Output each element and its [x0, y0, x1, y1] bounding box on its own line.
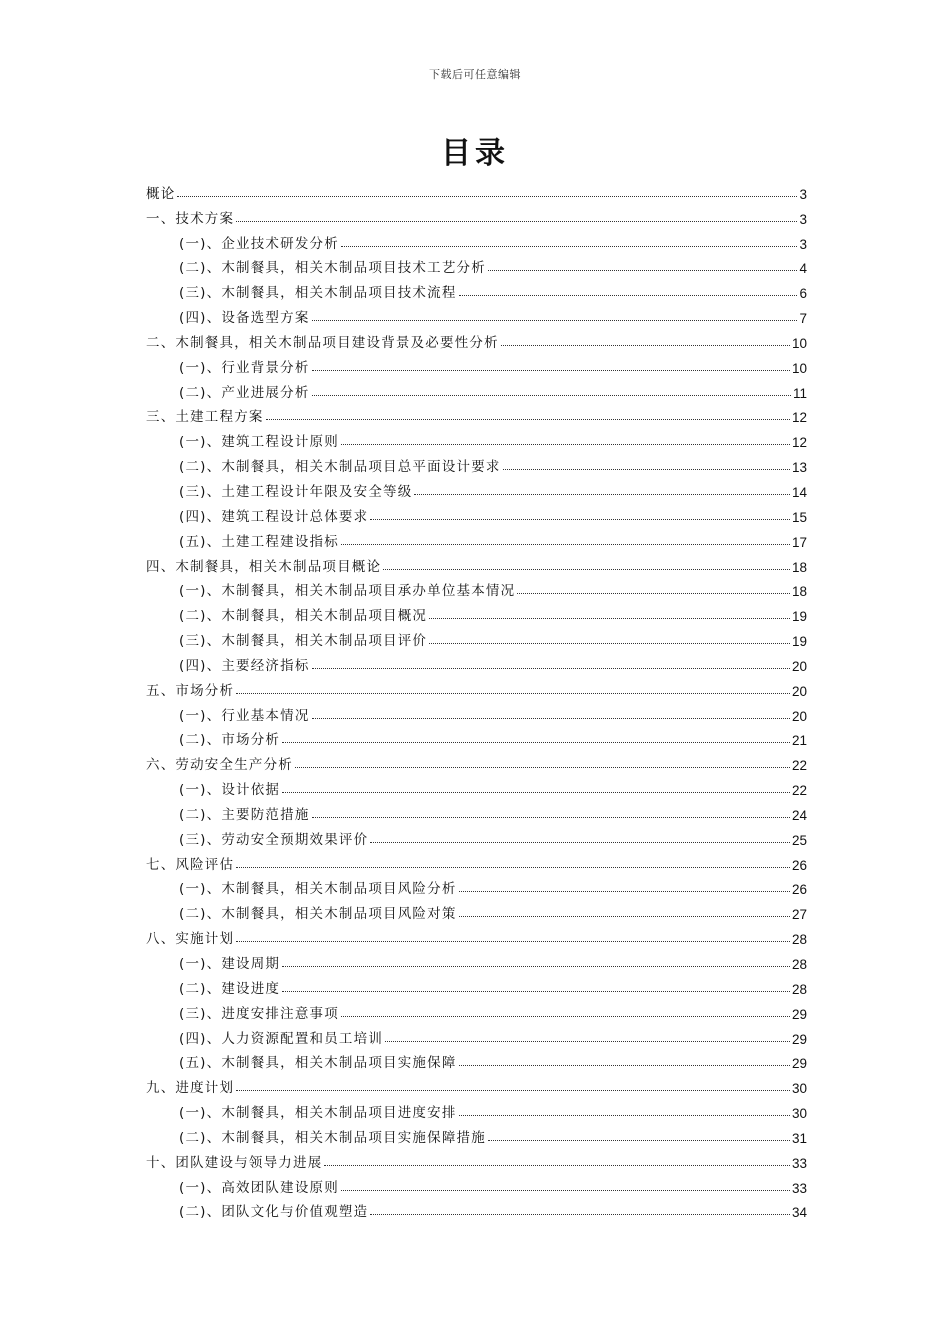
toc-page-number: 3 — [799, 236, 807, 252]
toc-leader-dots — [282, 965, 790, 967]
toc-entry[interactable] — [146, 599, 807, 624]
toc-leader-dots — [282, 990, 790, 992]
page-header: 下载后可任意编辑 — [429, 68, 521, 81]
toc-entry-title: (一)、行业背景分析 — [179, 359, 310, 376]
toc-page-number: 22 — [791, 783, 807, 799]
toc-entry-title: (一)、企业技术研发分析 — [179, 235, 339, 252]
toc-entry-title: 一、技术方案 — [146, 210, 235, 227]
toc-leader-dots — [312, 667, 790, 669]
toc-page-number: 15 — [791, 509, 807, 525]
toc-page-number: 3 — [799, 186, 807, 202]
toc-leader-dots — [370, 518, 790, 520]
table-of-contents — [146, 177, 807, 1220]
toc-page-number: 28 — [791, 981, 807, 997]
toc-entry[interactable] — [146, 947, 807, 972]
toc-entry-title: (二)、木制餐具，相关木制品项目概况 — [179, 608, 428, 625]
toc-entry-title: 九、进度计划 — [146, 1080, 235, 1097]
toc-entry-title: (一)、木制餐具，相关木制品项目进度安排 — [179, 1105, 457, 1122]
toc-page-number: 19 — [791, 609, 807, 625]
toc-entry-title: 概论 — [146, 185, 176, 202]
toc-page-number: 30 — [791, 1081, 807, 1097]
toc-leader-dots — [341, 543, 790, 545]
toc-entry-title: 三、土建工程方案 — [146, 409, 264, 426]
page-title: 目录 — [441, 136, 509, 171]
toc-entry[interactable] — [146, 376, 807, 401]
toc-page-number: 29 — [791, 1006, 807, 1022]
toc-entry[interactable] — [146, 575, 807, 600]
toc-page-number: 18 — [791, 584, 807, 600]
toc-entry-title: 五、市场分析 — [146, 682, 235, 699]
toc-page-number: 18 — [791, 559, 807, 575]
toc-entry[interactable] — [146, 897, 807, 922]
toc-entry-title: (四)、设备选型方案 — [179, 310, 310, 327]
toc-entry[interactable] — [146, 401, 807, 426]
toc-entry[interactable] — [146, 972, 807, 997]
toc-entry-title: (五)、土建工程建设指标 — [179, 533, 339, 550]
toc-leader-dots — [236, 866, 790, 868]
toc-page-number: 28 — [791, 932, 807, 948]
toc-entry-title: (二)、木制餐具，相关木制品项目风险对策 — [179, 906, 457, 923]
toc-page-number: 19 — [791, 634, 807, 650]
toc-leader-dots — [429, 642, 790, 644]
toc-entry-title: (二)、产业进展分析 — [179, 384, 310, 401]
toc-page-number: 7 — [799, 311, 807, 327]
toc-entry[interactable] — [146, 177, 807, 202]
toc-page-number: 24 — [791, 807, 807, 823]
toc-page-number: 26 — [791, 882, 807, 898]
toc-entry-title: (三)、劳动安全预期效果评价 — [179, 831, 369, 848]
toc-entry[interactable] — [146, 1121, 807, 1146]
toc-leader-dots — [312, 319, 798, 321]
toc-entry[interactable] — [146, 624, 807, 649]
toc-entry[interactable] — [146, 873, 807, 898]
toc-page-number: 26 — [791, 857, 807, 873]
toc-page-number: 12 — [791, 435, 807, 451]
toc-page-number: 13 — [791, 460, 807, 476]
toc-entry[interactable] — [146, 1171, 807, 1196]
toc-leader-dots — [177, 195, 797, 197]
toc-entry-title: (二)、木制餐具，相关木制品项目总平面设计要求 — [179, 459, 501, 476]
toc-entry[interactable] — [146, 823, 807, 848]
toc-page-number: 28 — [791, 957, 807, 972]
toc-entry-title: (一)、木制餐具，相关木制品项目风险分析 — [179, 881, 457, 898]
toc-entry[interactable] — [146, 252, 807, 277]
toc-entry-title: 七、风险评估 — [146, 856, 235, 873]
toc-entry-title: (一)、建设周期 — [179, 956, 281, 972]
toc-entry-title: (一)、设计依据 — [179, 782, 281, 799]
toc-entry[interactable] — [146, 773, 807, 798]
toc-leader-dots — [488, 269, 798, 271]
toc-leader-dots — [414, 493, 790, 495]
toc-entry[interactable] — [146, 425, 807, 450]
toc-entry-title: (四)、人力资源配置和员工培训 — [179, 1030, 384, 1047]
toc-entry-title: 二、木制餐具，相关木制品项目建设背景及必要性分析 — [146, 334, 499, 351]
toc-entry-title: 六、劳动安全生产分析 — [146, 757, 293, 774]
toc-entry-title: (二)、主要防范措施 — [179, 806, 310, 823]
toc-entry-title: 八、实施计划 — [146, 931, 235, 948]
toc-entry-title: (五)、木制餐具，相关木制品项目实施保障 — [179, 1055, 457, 1072]
toc-entry-title: (一)、行业基本情况 — [179, 707, 310, 724]
toc-entry[interactable] — [146, 475, 807, 500]
toc-entry-title: (三)、土建工程设计年限及安全等级 — [179, 483, 413, 500]
toc-entry[interactable] — [146, 1022, 807, 1047]
toc-page-number: 6 — [799, 286, 807, 302]
toc-page-number: 10 — [791, 335, 807, 351]
toc-leader-dots — [503, 468, 790, 470]
toc-entry[interactable] — [146, 550, 807, 575]
toc-entry[interactable] — [146, 724, 807, 749]
toc-page-number: 20 — [791, 708, 807, 724]
toc-leader-dots — [236, 220, 797, 222]
toc-leader-dots — [459, 1114, 790, 1116]
toc-entry-title: (二)、木制餐具，相关木制品项目实施保障措施 — [179, 1129, 486, 1146]
toc-page-number: 4 — [799, 261, 807, 277]
toc-page-number: 25 — [791, 832, 807, 848]
toc-leader-dots — [459, 294, 798, 296]
toc-page-number: 20 — [791, 658, 807, 674]
toc-entry[interactable] — [146, 301, 807, 326]
toc-entry-title: (三)、木制餐具，相关木制品项目技术流程 — [179, 285, 457, 302]
toc-leader-dots — [370, 1213, 790, 1215]
toc-leader-dots — [341, 1189, 790, 1191]
toc-entry[interactable] — [146, 699, 807, 724]
toc-leader-dots — [459, 1064, 790, 1066]
toc-entry-title: (三)、进度安排注意事项 — [179, 1005, 339, 1022]
toc-entry-title: (一)、高效团队建设原则 — [179, 1179, 339, 1196]
toc-entry-title: (二)、建设进度 — [179, 980, 281, 997]
toc-entry-title: (四)、主要经济指标 — [179, 657, 310, 674]
toc-leader-dots — [236, 940, 790, 942]
toc-leader-dots — [236, 692, 790, 694]
toc-entry[interactable] — [146, 1071, 807, 1096]
toc-leader-dots — [312, 717, 790, 719]
toc-entry[interactable] — [146, 1047, 807, 1072]
toc-leader-dots — [312, 394, 791, 396]
toc-entry[interactable] — [146, 1146, 807, 1171]
toc-entry-title: 十、团队建设与领导力进展 — [146, 1154, 323, 1171]
toc-page-number: 27 — [791, 907, 807, 923]
toc-page-number: 3 — [799, 211, 807, 227]
toc-leader-dots — [370, 841, 790, 843]
toc-leader-dots — [236, 1089, 790, 1091]
toc-leader-dots — [282, 791, 790, 793]
toc-entry[interactable] — [146, 848, 807, 873]
toc-entry[interactable] — [146, 748, 807, 773]
toc-page-number: 11 — [792, 385, 807, 401]
toc-entry[interactable] — [146, 674, 807, 699]
toc-entry-title: 四、木制餐具，相关木制品项目概论 — [146, 558, 382, 575]
toc-page-number: 10 — [791, 360, 807, 376]
toc-page-number: 33 — [791, 1180, 807, 1196]
toc-entry[interactable] — [146, 450, 807, 475]
toc-leader-dots — [295, 766, 790, 768]
toc-page-number: 12 — [791, 410, 807, 426]
toc-page-number: 33 — [791, 1155, 807, 1171]
toc-entry[interactable] — [146, 1196, 807, 1221]
toc-leader-dots — [501, 344, 790, 346]
toc-entry-title: (三)、木制餐具，相关木制品项目评价 — [179, 633, 428, 650]
toc-leader-dots — [341, 245, 798, 247]
toc-page-number: 20 — [791, 683, 807, 699]
toc-entry[interactable] — [146, 500, 807, 525]
toc-entry-title: (二)、团队文化与价值观塑造 — [179, 1204, 369, 1221]
toc-page-number: 22 — [791, 758, 807, 774]
toc-page-number: 29 — [791, 1056, 807, 1072]
toc-page-number: 34 — [791, 1205, 807, 1221]
toc-page-number: 21 — [791, 733, 807, 749]
toc-entry-title: (一)、木制餐具，相关木制品项目承办单位基本情况 — [179, 583, 516, 600]
toc-entry-title: (四)、建筑工程设计总体要求 — [179, 508, 369, 525]
toc-entry[interactable] — [146, 798, 807, 823]
toc-page-number: 29 — [791, 1031, 807, 1047]
toc-entry[interactable] — [146, 997, 807, 1022]
toc-leader-dots — [312, 369, 790, 371]
toc-entry[interactable] — [146, 276, 807, 301]
toc-page-number: 31 — [791, 1130, 807, 1146]
toc-leader-dots — [341, 1015, 790, 1017]
toc-entry[interactable] — [146, 202, 807, 227]
toc-leader-dots — [266, 418, 790, 420]
toc-entry[interactable] — [146, 351, 807, 376]
toc-leader-dots — [341, 443, 790, 445]
toc-leader-dots — [459, 890, 790, 892]
toc-leader-dots — [324, 1164, 790, 1166]
toc-entry[interactable] — [146, 922, 807, 947]
toc-entry-title: (二)、市场分析 — [179, 732, 281, 749]
toc-page-number: 17 — [791, 534, 807, 550]
toc-entry[interactable] — [146, 649, 807, 674]
toc-leader-dots — [312, 816, 790, 818]
toc-page-number: 30 — [791, 1106, 807, 1122]
toc-entry[interactable] — [146, 326, 807, 351]
toc-leader-dots — [282, 741, 790, 743]
toc-leader-dots — [488, 1139, 790, 1141]
toc-page-number: 14 — [791, 484, 807, 500]
toc-leader-dots — [383, 568, 790, 570]
toc-leader-dots — [517, 592, 790, 594]
toc-entry[interactable] — [146, 525, 807, 550]
toc-entry[interactable] — [146, 1096, 807, 1121]
toc-leader-dots — [429, 617, 790, 619]
toc-entry-title: (一)、建筑工程设计原则 — [179, 434, 339, 451]
toc-entry[interactable] — [146, 227, 807, 252]
toc-entry-title: (二)、木制餐具，相关木制品项目技术工艺分析 — [179, 260, 486, 277]
toc-leader-dots — [385, 1040, 790, 1042]
toc-leader-dots — [459, 915, 790, 917]
